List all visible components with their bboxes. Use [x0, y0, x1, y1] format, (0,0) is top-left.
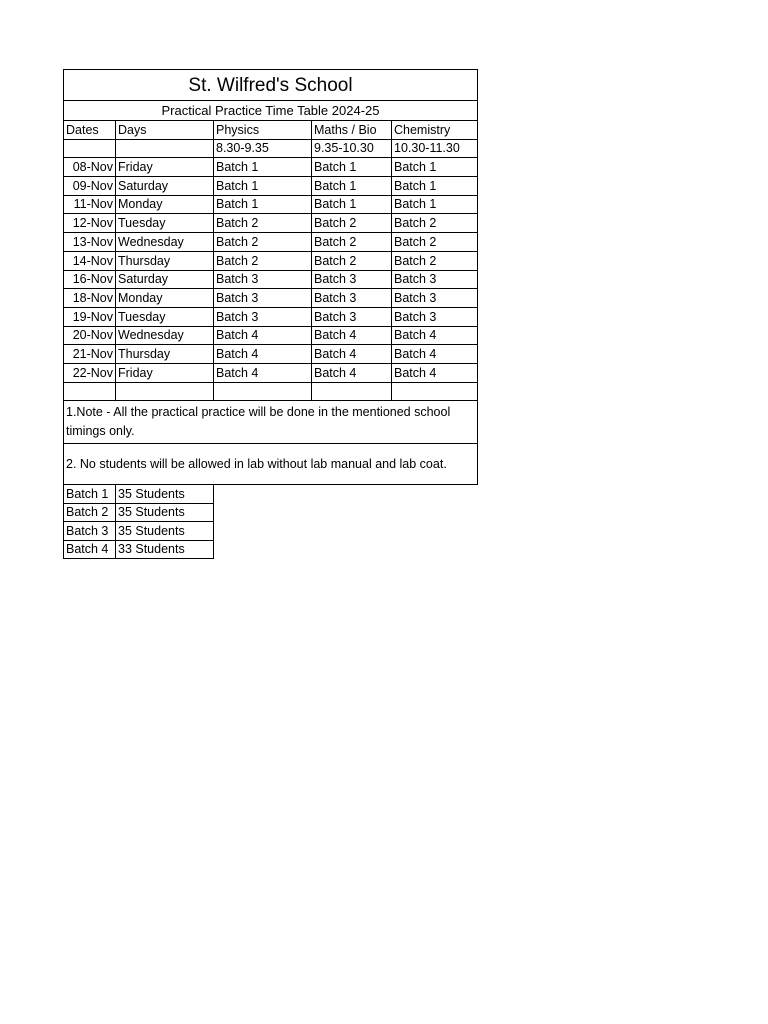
physics-cell: Batch 4 [214, 326, 312, 345]
table-row [64, 307, 478, 326]
batch-row [64, 485, 214, 504]
physics-cell: Batch 4 [214, 345, 312, 364]
empty-cell [64, 382, 116, 401]
day-cell: Wednesday [116, 326, 214, 345]
date-cell: 09-Nov [64, 177, 116, 196]
note-row [64, 401, 478, 444]
timetable [63, 69, 478, 485]
day-cell: Tuesday [116, 307, 214, 326]
table-row [64, 177, 478, 196]
maths-bio-cell: Batch 4 [312, 326, 392, 345]
maths-bio-cell: Batch 4 [312, 345, 392, 364]
day-cell: Thursday [116, 345, 214, 364]
header-cell: Chemistry [392, 121, 478, 140]
table-row [64, 363, 478, 382]
physics-cell: Batch 2 [214, 233, 312, 252]
table-row [64, 195, 478, 214]
batch-name-cell: Batch 4 [64, 540, 116, 559]
table-row [64, 345, 478, 364]
timetable-body [64, 70, 478, 485]
date-cell: 13-Nov [64, 233, 116, 252]
physics-cell: Batch 1 [214, 195, 312, 214]
timetable-sheet [63, 69, 478, 559]
day-cell: Saturday [116, 270, 214, 289]
day-cell: Friday [116, 363, 214, 382]
chemistry-cell: Batch 3 [392, 289, 478, 308]
day-cell: Monday [116, 289, 214, 308]
date-cell: 08-Nov [64, 158, 116, 177]
batch-count-cell: 35 Students [116, 503, 214, 522]
date-cell: 22-Nov [64, 363, 116, 382]
note-row [64, 444, 478, 485]
maths-bio-cell: Batch 3 [312, 270, 392, 289]
batch-count-cell: 33 Students [116, 540, 214, 559]
chemistry-cell: Batch 4 [392, 326, 478, 345]
header-cell: Physics [214, 121, 312, 140]
day-cell: Saturday [116, 177, 214, 196]
time-cell [64, 139, 116, 158]
physics-cell: Batch 4 [214, 363, 312, 382]
day-cell: Tuesday [116, 214, 214, 233]
batch-size-body [64, 485, 214, 559]
empty-row [64, 382, 478, 401]
school-title: St. Wilfred's School [64, 70, 478, 101]
time-row [64, 139, 478, 158]
chemistry-cell: Batch 2 [392, 214, 478, 233]
title-row [64, 70, 478, 101]
batch-count-cell: 35 Students [116, 522, 214, 541]
chemistry-cell: Batch 3 [392, 307, 478, 326]
batch-row [64, 540, 214, 559]
batch-count-cell: 35 Students [116, 485, 214, 504]
day-cell: Monday [116, 195, 214, 214]
chemistry-cell: Batch 4 [392, 363, 478, 382]
empty-cell [116, 382, 214, 401]
table-row [64, 251, 478, 270]
time-cell: 10.30-11.30 [392, 139, 478, 158]
chemistry-cell: Batch 2 [392, 251, 478, 270]
batch-size-table [63, 484, 214, 559]
physics-cell: Batch 1 [214, 177, 312, 196]
chemistry-cell: Batch 4 [392, 345, 478, 364]
physics-cell: Batch 2 [214, 214, 312, 233]
date-cell: 16-Nov [64, 270, 116, 289]
date-cell: 14-Nov [64, 251, 116, 270]
header-cell: Dates [64, 121, 116, 140]
empty-cell [214, 382, 312, 401]
chemistry-cell: Batch 1 [392, 158, 478, 177]
maths-bio-cell: Batch 3 [312, 289, 392, 308]
date-cell: 12-Nov [64, 214, 116, 233]
header-cell: Days [116, 121, 214, 140]
batch-row [64, 503, 214, 522]
maths-bio-cell: Batch 4 [312, 363, 392, 382]
chemistry-cell: Batch 2 [392, 233, 478, 252]
day-cell: Thursday [116, 251, 214, 270]
maths-bio-cell: Batch 2 [312, 233, 392, 252]
maths-bio-cell: Batch 1 [312, 177, 392, 196]
batch-name-cell: Batch 2 [64, 503, 116, 522]
table-row [64, 214, 478, 233]
table-row [64, 233, 478, 252]
note-1: 1.Note - All the practical practice will be done in the mentioned school timings only. [64, 401, 478, 444]
maths-bio-cell: Batch 1 [312, 158, 392, 177]
table-row [64, 158, 478, 177]
maths-bio-cell: Batch 2 [312, 251, 392, 270]
header-row [64, 121, 478, 140]
date-cell: 21-Nov [64, 345, 116, 364]
time-cell [116, 139, 214, 158]
time-cell: 9.35-10.30 [312, 139, 392, 158]
date-cell: 20-Nov [64, 326, 116, 345]
subtitle-row [64, 101, 478, 121]
table-row [64, 289, 478, 308]
physics-cell: Batch 2 [214, 251, 312, 270]
date-cell: 18-Nov [64, 289, 116, 308]
batch-name-cell: Batch 3 [64, 522, 116, 541]
empty-cell [392, 382, 478, 401]
timetable-subtitle: Practical Practice Time Table 2024-25 [64, 101, 478, 121]
chemistry-cell: Batch 3 [392, 270, 478, 289]
day-cell: Friday [116, 158, 214, 177]
header-cell: Maths / Bio [312, 121, 392, 140]
chemistry-cell: Batch 1 [392, 195, 478, 214]
day-cell: Wednesday [116, 233, 214, 252]
maths-bio-cell: Batch 3 [312, 307, 392, 326]
table-row [64, 326, 478, 345]
chemistry-cell: Batch 1 [392, 177, 478, 196]
maths-bio-cell: Batch 1 [312, 195, 392, 214]
time-cell: 8.30-9.35 [214, 139, 312, 158]
date-cell: 19-Nov [64, 307, 116, 326]
maths-bio-cell: Batch 2 [312, 214, 392, 233]
physics-cell: Batch 3 [214, 307, 312, 326]
physics-cell: Batch 1 [214, 158, 312, 177]
physics-cell: Batch 3 [214, 289, 312, 308]
empty-cell [312, 382, 392, 401]
physics-cell: Batch 3 [214, 270, 312, 289]
date-cell: 11-Nov [64, 195, 116, 214]
note-2: 2. No students will be allowed in lab without lab manual and lab coat. [64, 444, 478, 485]
batch-name-cell: Batch 1 [64, 485, 116, 504]
table-row [64, 270, 478, 289]
batch-row [64, 522, 214, 541]
